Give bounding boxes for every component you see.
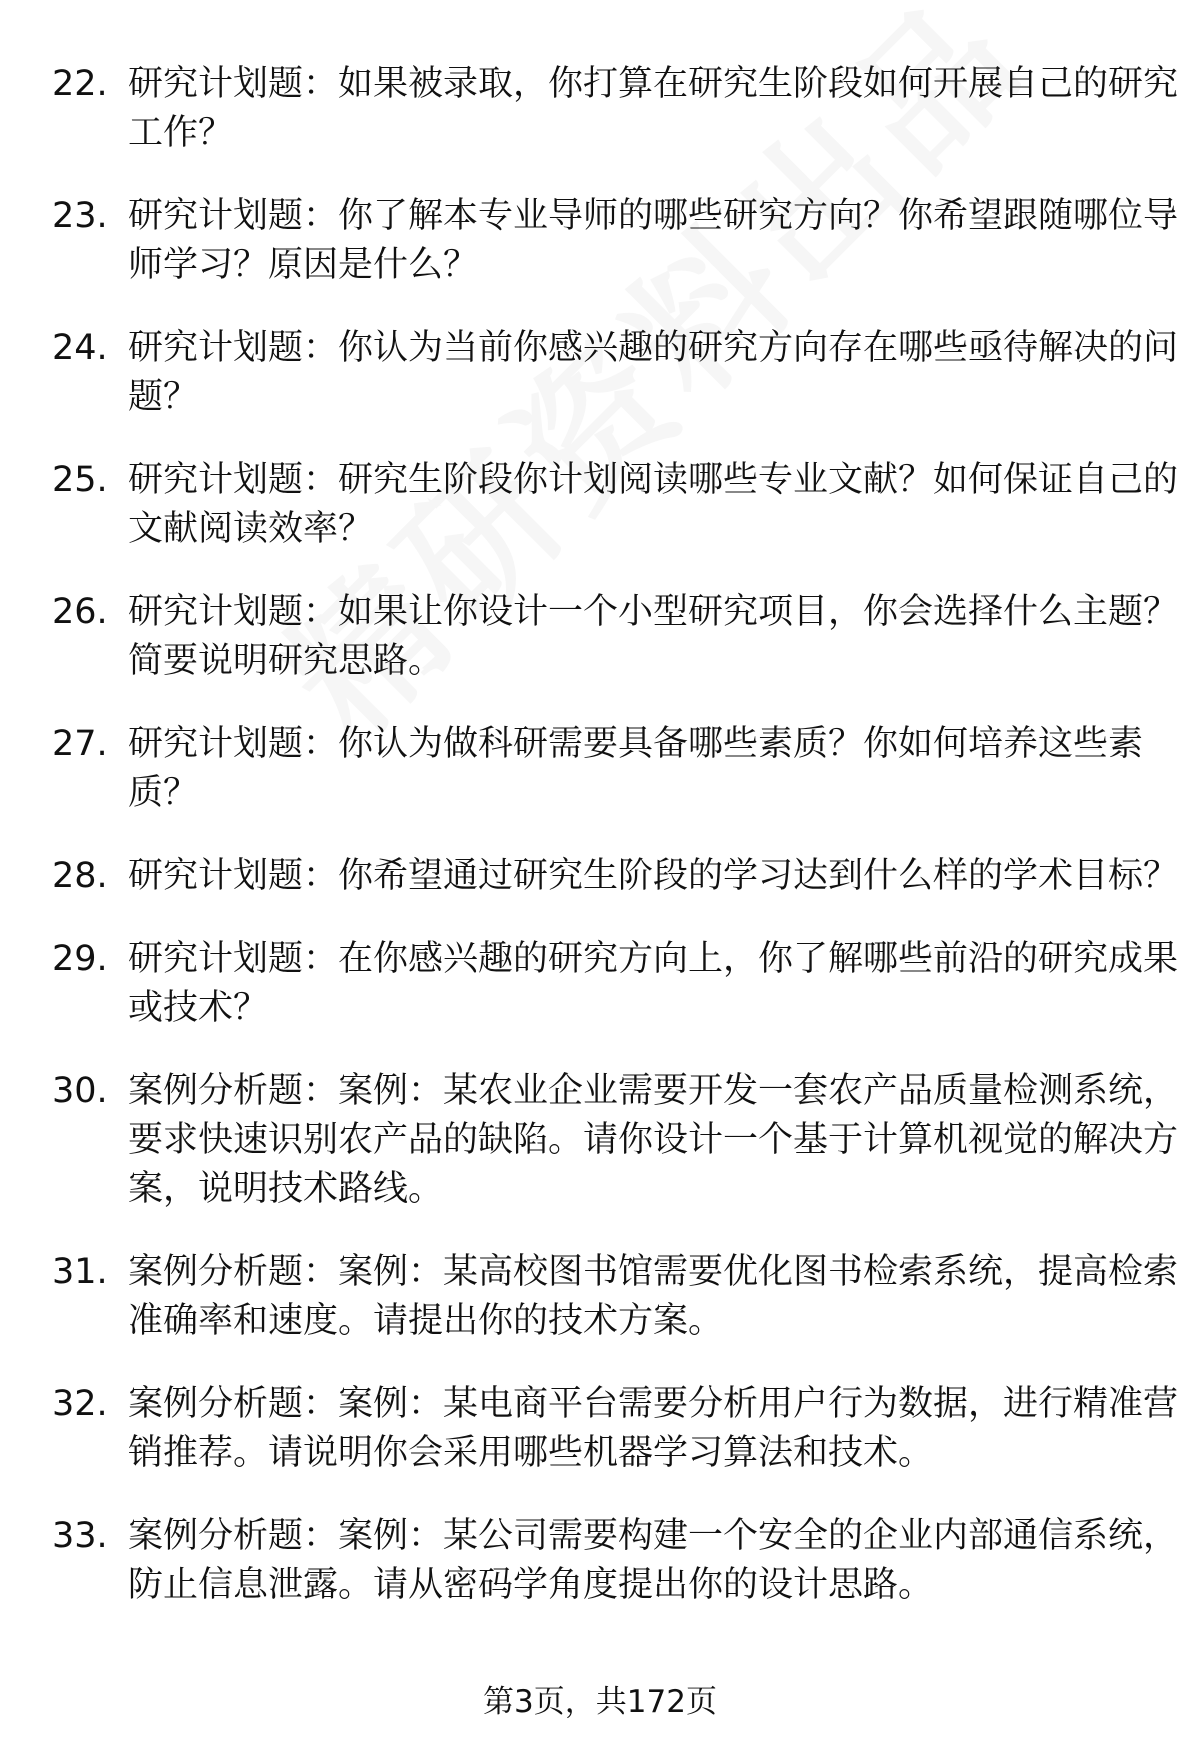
question-text: 研究计划题：在你感兴趣的研究方向上，你了解哪些前沿的研究成果或技术？ [128,939,1179,1028]
question-number: 28. [52,856,108,896]
question-number: 32. [52,1384,108,1424]
question-number: 24. [52,328,108,368]
question-item [52,324,1188,422]
question-number: 30. [52,1071,108,1111]
question-text: 研究计划题：你认为当前你感兴趣的研究方向存在哪些亟待解决的问题？ [128,328,1179,417]
question-text: 研究计划题：如果被录取，你打算在研究生阶段如何开展自己的研究工作？ [128,64,1179,153]
question-number: 29. [52,939,108,979]
question-item [52,1248,1188,1346]
question-text: 案例分析题：案例：某电商平台需要分析用户行为数据，进行精准营销推荐。请说明你会采用哪些机器学习算法和技术。 [128,1384,1179,1473]
question-list [52,60,1179,1644]
question-item [52,1512,1188,1610]
question-item [52,456,1188,554]
question-item [52,720,1188,818]
question-text: 案例分析题：案例：某公司需要构建一个安全的企业内部通信系统，防止信息泄露。请从密码学角度提出你的设计思路。 [128,1516,1179,1605]
question-item [52,1380,1188,1478]
question-text: 案例分析题：案例：某农业企业需要开发一套农产品质量检测系统，要求快速识别农产品的缺陷。请你设计一个基于计算机视觉的解决方案，说明技术路线。 [128,1071,1179,1209]
question-item [52,60,1188,158]
question-text: 研究计划题：你了解本专业导师的哪些研究方向？你希望跟随哪位导师学习？原因是什么？ [128,196,1179,285]
question-number: 33. [52,1516,108,1556]
question-number: 27. [52,724,108,764]
question-number: 31. [52,1252,108,1292]
question-text: 研究计划题：如果让你设计一个小型研究项目，你会选择什么主题？简要说明研究思路。 [128,592,1179,681]
question-number: 26. [52,592,108,632]
page-footer: 第3页，共172页 [483,1684,717,1720]
question-item [52,852,1188,901]
question-item [52,588,1188,686]
question-item [52,1067,1188,1214]
question-number: 25. [52,460,108,500]
question-item [52,192,1188,290]
question-number: 23. [52,196,108,236]
question-text: 研究计划题：你希望通过研究生阶段的学习达到什么样的学术目标？ [128,856,1179,896]
question-text: 研究计划题：你认为做科研需要具备哪些素质？你如何培养这些素质？ [128,724,1144,813]
question-text: 案例分析题：案例：某高校图书馆需要优化图书检索系统，提高检索准确率和速度。请提出你的技术方案。 [128,1252,1179,1341]
question-number: 22. [52,64,108,104]
question-text: 研究计划题：研究生阶段你计划阅读哪些专业文献？如何保证自己的文献阅读效率？ [128,460,1179,549]
question-item [52,935,1188,1033]
